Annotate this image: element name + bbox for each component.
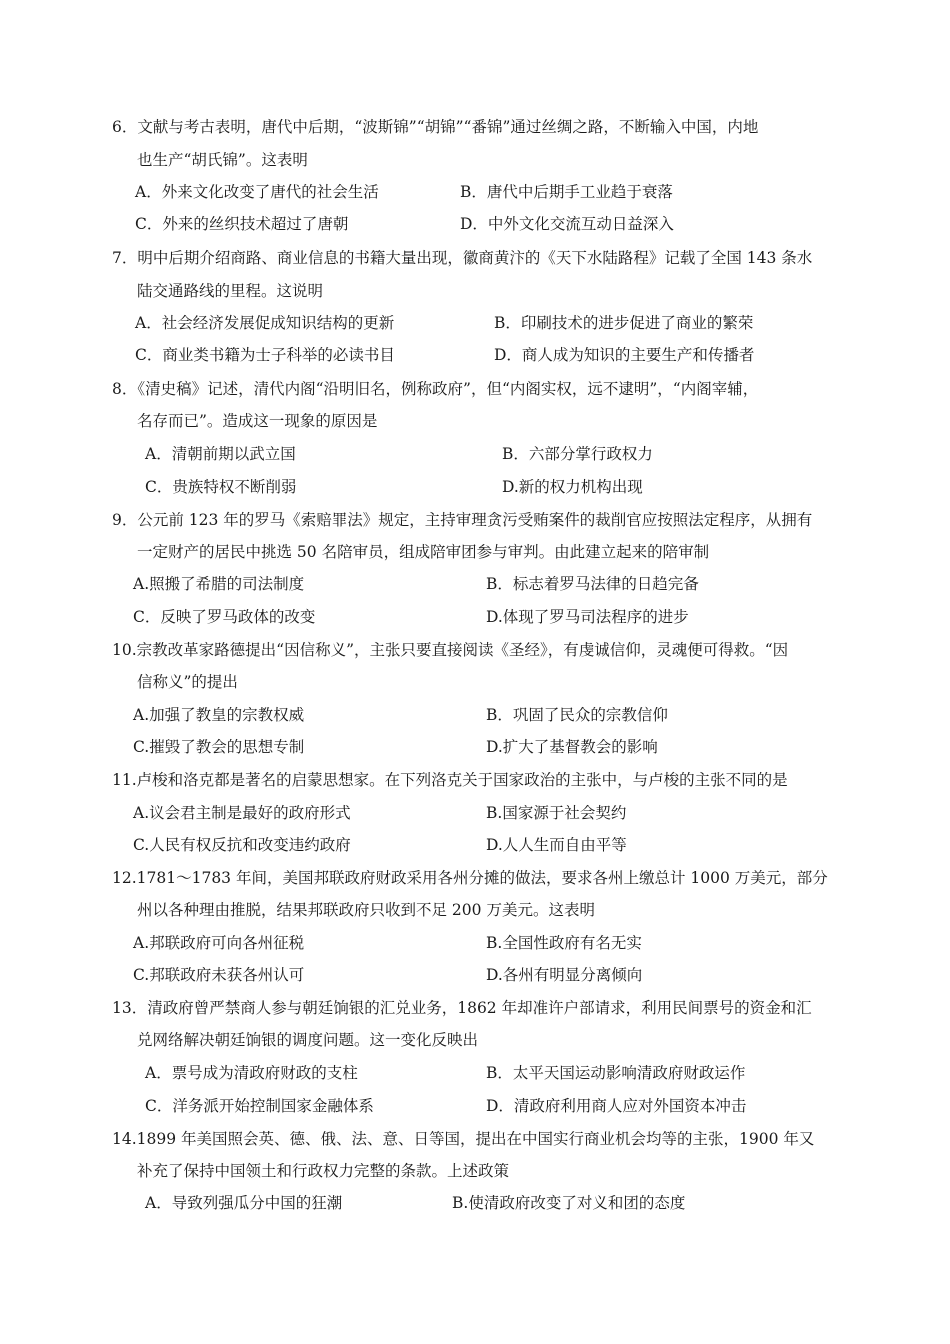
question-14-text: 14.1899 年美国照会英、德、俄、法、意、日等国，提出在中国实行商业机会均等的主张，1900 年又: [112, 1130, 815, 1148]
question-9-text-cont: 一定财产的居民中挑选 50 名陪审员，组成陪审团参与审判。由此建立起来的陪审制: [137, 543, 710, 561]
question-10-option-d: D.扩大了基督教会的影响: [486, 738, 658, 756]
question-9-option-d: D.体现了罗马司法程序的进步: [486, 608, 689, 626]
question-14-option-b: B.使清政府改变了对义和团的态度: [452, 1194, 686, 1212]
question-14-option-a: A．导致列强瓜分中国的狂潮: [145, 1194, 343, 1212]
question-13-text: 13．清政府曾严禁商人参与朝廷饷银的汇兑业务，1862 年却准许户部请求，利用民间票号的资金和汇: [112, 999, 812, 1017]
question-7-option-d: D．商人成为知识的主要生产和传播者: [494, 346, 755, 364]
question-11-option-b: B.国家源于社会契约: [486, 804, 627, 822]
question-11-option-d: D.人人生而自由平等: [486, 836, 627, 854]
question-8-text: 8．《清史稿》记述，清代内阁“沿明旧名，例称政府”，但“内阁实权，远不逮明”，“内阁宰辅，: [112, 380, 759, 398]
question-10-option-a: A.加强了教皇的宗教权威: [133, 706, 305, 724]
question-11-option-a: A.议会君主制是最好的政府形式: [133, 804, 351, 822]
question-10-option-b: B．巩固了民众的宗教信仰: [486, 706, 668, 724]
question-13-option-d: D．清政府利用商人应对外国资本冲击: [486, 1097, 747, 1115]
question-8-text-cont: 名存而已”。造成这一现象的原因是: [137, 412, 378, 430]
question-6-text-cont: 也生产“胡氏锦”。这表明: [137, 151, 308, 169]
question-8-option-b: B．六部分掌行政权力: [502, 445, 653, 463]
question-13-option-c: C．洋务派开始控制国家金融体系: [145, 1097, 374, 1115]
question-9-text: 9．公元前 123 年的罗马《索赔罪法》规定，主持审理贪污受贿案件的裁削官应按照法定程序，从拥有: [112, 511, 813, 529]
question-6-option-c: C．外来的丝织技术超过了唐朝: [135, 215, 349, 233]
question-7-option-b: B．印刷技术的进步促进了商业的繁荣: [494, 314, 754, 332]
question-7-text-cont: 陆交通路线的里程。这说明: [137, 282, 324, 300]
question-7-text: 7．明中后期介绍商路、商业信息的书籍大量出现，徽商黄汴的《天下水陆路程》记载了全国 143 条水: [112, 249, 813, 267]
question-8-option-d: D.新的权力机构出现: [502, 478, 643, 496]
question-10-text-cont: 信称义”的提出: [137, 673, 238, 691]
question-13-text-cont: 兑网络解决朝廷饷银的调度问题。这一变化反映出: [137, 1031, 479, 1049]
question-13-option-a: A．票号成为清政府财政的支柱: [145, 1064, 358, 1082]
question-6-option-d: D．中外文化交流互动日益深入: [460, 215, 674, 233]
question-7-option-a: A．社会经济发展促成知识结构的更新: [135, 314, 395, 332]
question-11-text: 11.卢梭和洛克都是著名的启蒙思想家。在下列洛克关于国家政治的主张中，与卢梭的主张不同的是: [112, 771, 788, 789]
question-6-option-a: A．外来文化改变了唐代的社会生活: [135, 183, 379, 201]
question-12-option-c: C.邦联政府未获各州认可: [133, 966, 305, 984]
question-6-option-b: B．唐代中后期手工业趋于衰落: [460, 183, 673, 201]
question-8-option-c: C．贵族特权不断削弱: [145, 478, 297, 496]
question-12-option-a: A.邦联政府可向各州征税: [133, 934, 305, 952]
question-12-option-b: B.全国性政府有名无实: [486, 934, 642, 952]
question-7-option-c: C．商业类书籍为士子科举的必读书目: [135, 346, 395, 364]
question-11-option-c: C.人民有权反抗和改变违约政府: [133, 836, 351, 854]
question-9-option-a: A.照搬了希腊的司法制度: [133, 575, 305, 593]
question-9-option-b: B．标志着罗马法律的日趋完备: [486, 575, 699, 593]
question-12-option-d: D.各州有明显分离倾向: [486, 966, 643, 984]
question-10-text: 10.宗教改革家路德提出“因信称义”，主张只要直接阅读《圣经》，有虔诚信仰，灵魂便可得救。“因: [112, 641, 789, 659]
question-9-option-c: C．反映了罗马政体的改变: [133, 608, 316, 626]
question-12-text-cont: 州以各种理由推脱，结果邦联政府只收到不足 200 万美元。这表明: [137, 901, 595, 919]
question-6-text: 6．文献与考古表明，唐代中后期，“波斯锦”“胡锦”“番锦”通过丝绸之路，不断输入中国，内地: [112, 118, 759, 136]
question-12-text: 12.1781～1783 年间，美国邦联政府财政采用各州分摊的做法，要求各州上缴总计 1000 万美元，部分: [112, 869, 828, 887]
question-13-option-b: B．太平天国运动影响清政府财政运作: [486, 1064, 746, 1082]
question-10-option-c: C.摧毁了教会的思想专制: [133, 738, 305, 756]
question-8-option-a: A．清朝前期以武立国: [145, 445, 296, 463]
question-14-text-cont: 补充了保持中国领土和行政权力完整的条款。上述政策: [137, 1162, 510, 1180]
